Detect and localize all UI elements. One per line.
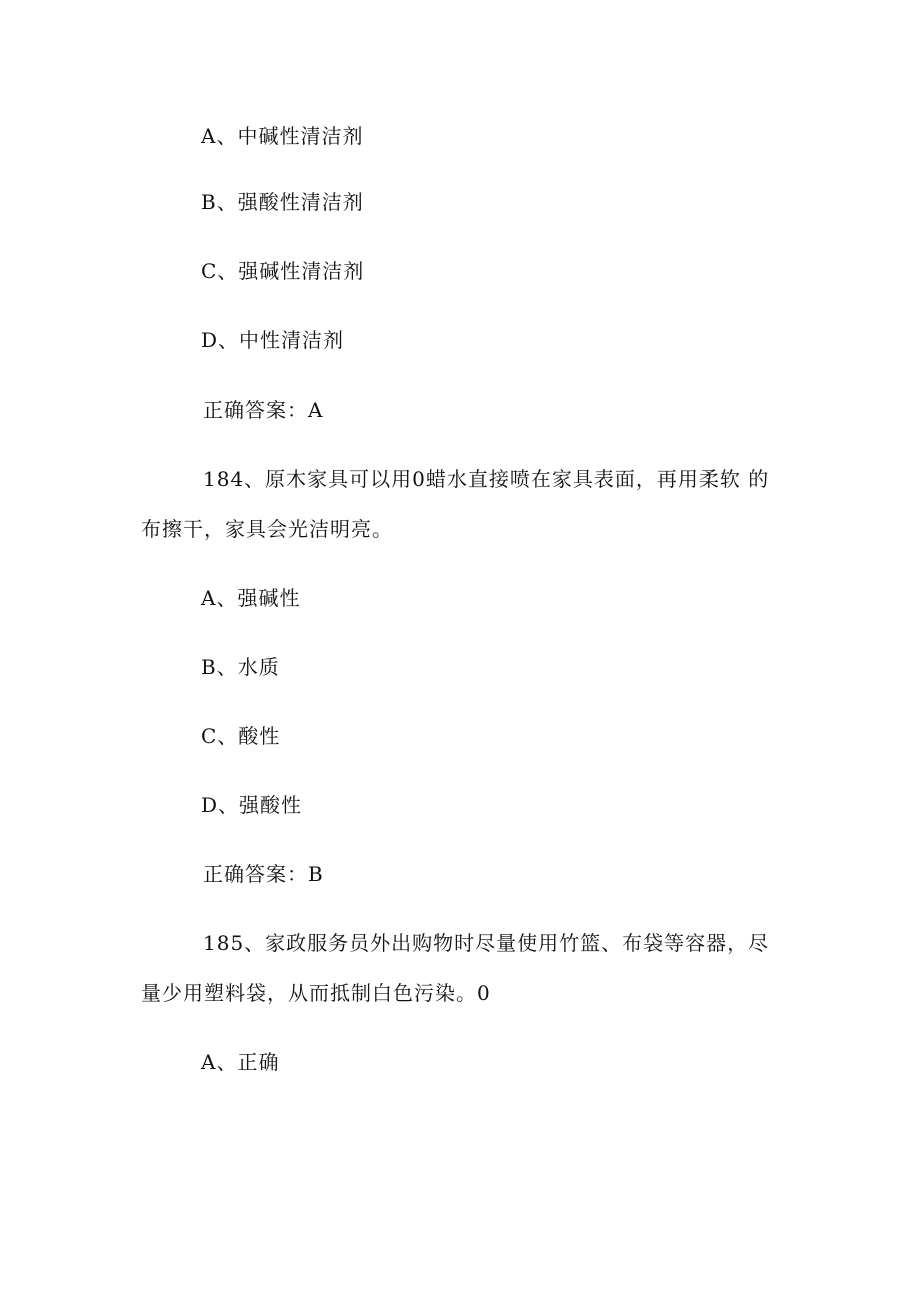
question-184-line-2: 布擦干，家具会光洁明亮。 [141, 517, 393, 541]
option-c: C、强碱性清洁剂 [201, 259, 365, 283]
option-b: B、水质 [201, 655, 280, 679]
correct-answer: 正确答案：B [203, 862, 324, 886]
question-184-line-1: 184、原木家具可以用0蜡水直接喷在家具表面，再用柔软 的 [203, 467, 770, 491]
option-c: C、酸性 [201, 724, 281, 748]
question-185-line-2: 量少用塑料袋，从而抵制白色污染。0 [141, 981, 491, 1005]
correct-answer: 正确答案：A [203, 398, 324, 422]
question-185-line-1: 185、家政服务员外出购物时尽量使用竹篮、布袋等容器，尽 [203, 931, 770, 955]
option-d: D、强酸性 [201, 793, 303, 817]
option-a: A、正确 [201, 1050, 280, 1074]
option-a: A、强碱性 [201, 586, 301, 610]
option-a: A、中碱性清洁剂 [201, 124, 364, 148]
option-d: D、中性清洁剂 [201, 328, 345, 352]
option-b: B、强酸性清洁剂 [201, 190, 364, 214]
